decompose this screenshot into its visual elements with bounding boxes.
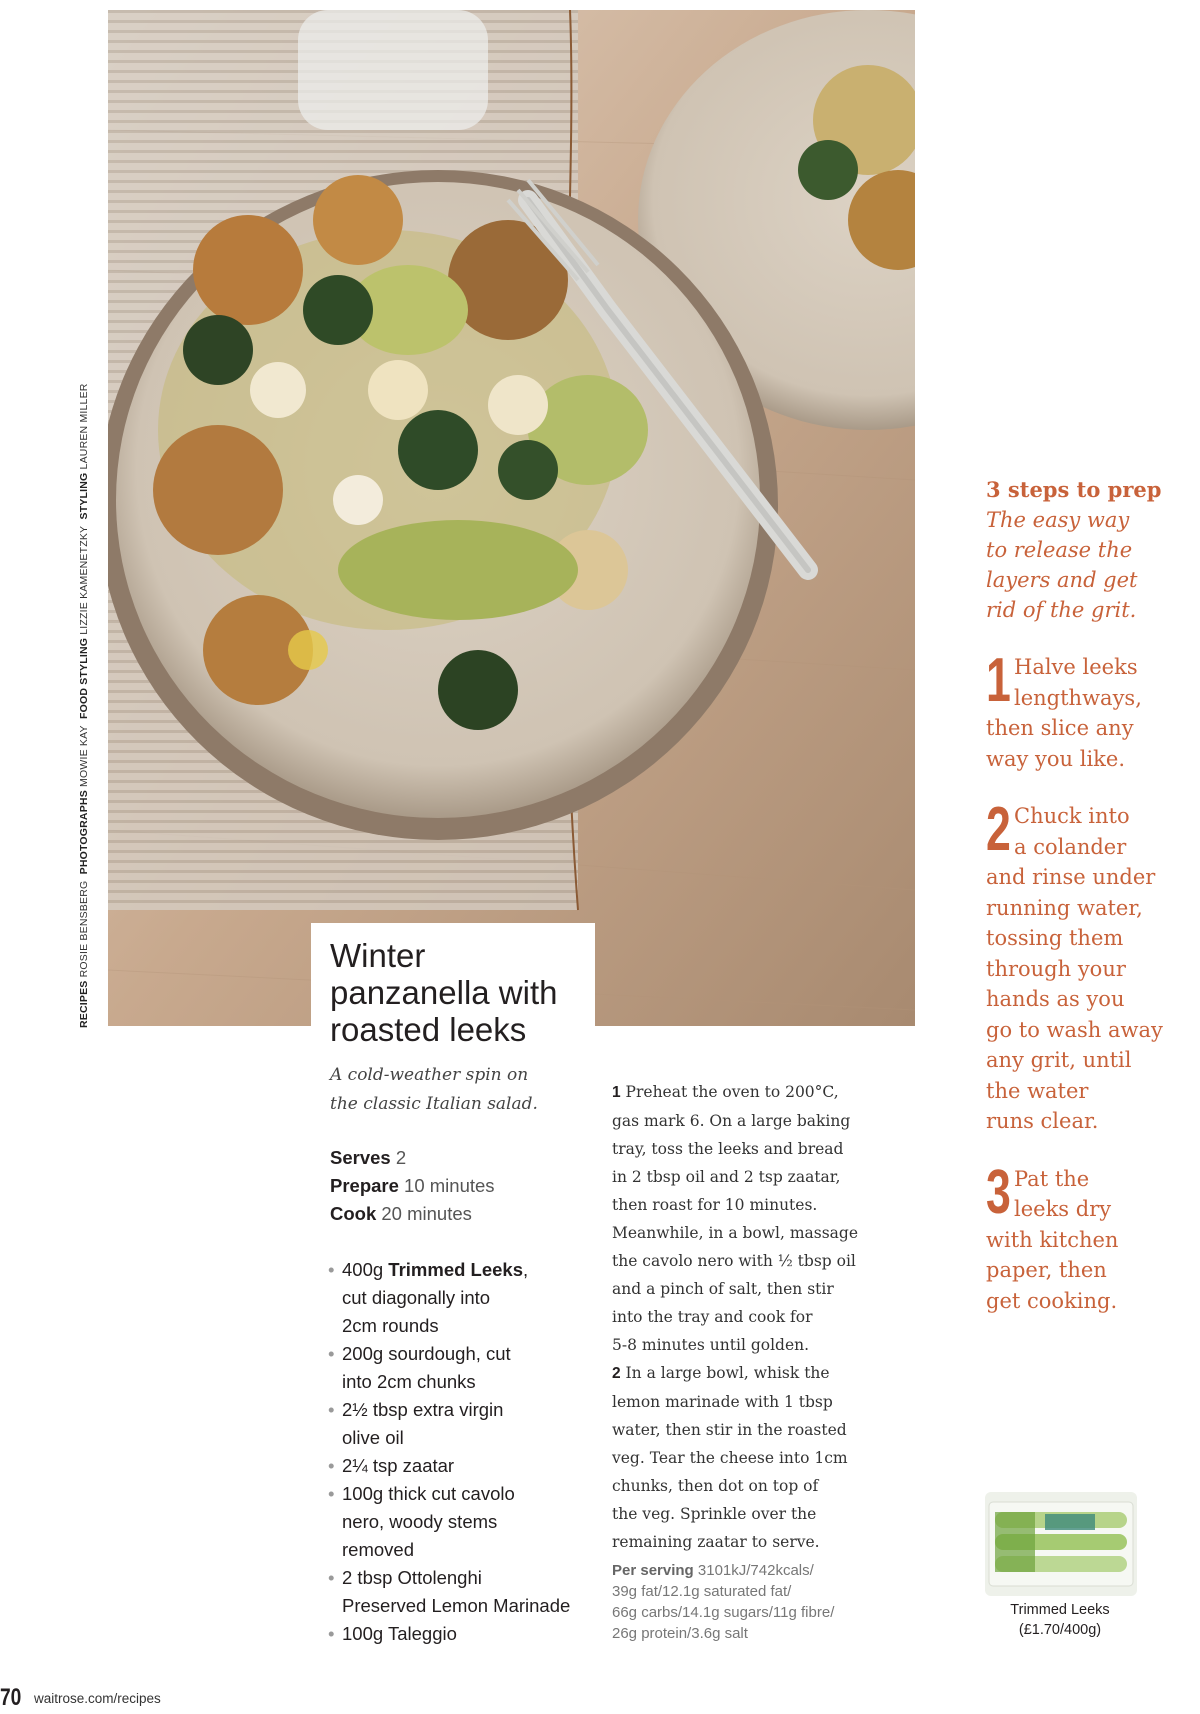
method-line: lemon marinade with 1 tbsp: [612, 1393, 833, 1411]
step-text-line: get cooking.: [986, 1288, 1118, 1313]
prepare-row: Prepare 10 minutes: [330, 1175, 495, 1196]
cook-row: Cook 20 minutes: [330, 1203, 472, 1224]
step-text-line: the water: [986, 1078, 1089, 1103]
method-line: 5-8 minutes until golden.: [612, 1336, 810, 1354]
ingredients-list: [328, 1256, 590, 1648]
method-line: chunks, then dot on top of: [612, 1477, 819, 1495]
method-line: water, then stir in the roasted: [612, 1421, 847, 1439]
page-number: 70: [0, 1684, 22, 1711]
method-line: the veg. Sprinkle over the: [612, 1505, 817, 1523]
method-line: and a pinch of salt, then stir: [612, 1280, 834, 1298]
ingredient-item: • 2½ tbsp extra virgin olive oil: [328, 1399, 504, 1448]
step-text-line: running water,: [986, 895, 1143, 920]
ingredient-item: • 200g sourdough, cut into 2cm chunks: [328, 1343, 511, 1392]
step-number: 2: [986, 795, 1011, 864]
step-text-line: runs clear.: [986, 1109, 1099, 1133]
product-price: (£1.70/400g): [1018, 1622, 1102, 1638]
method-line: into the tray and cook for: [612, 1308, 813, 1326]
method-line: 2 In a large bowl, whisk the: [612, 1364, 830, 1382]
step-text-line: and rinse under: [986, 865, 1156, 889]
step-text-line: through your: [986, 956, 1126, 981]
step-text-line: tossing them: [986, 926, 1124, 950]
step-text-line: paper, then: [986, 1258, 1107, 1282]
method-line: in 2 tbsp oil and 2 tsp zaatar,: [612, 1168, 841, 1186]
tips-intro: The easy way to release the layers and get rid of the grit.: [986, 508, 1138, 622]
method-line: tray, toss the leeks and bread: [612, 1140, 844, 1158]
ingredient-item: • 100g Taleggio: [328, 1623, 457, 1644]
method-line: 1 Preheat the oven to 200°C,: [612, 1083, 839, 1101]
step-text-line: leeks dry: [1014, 1197, 1112, 1221]
method-line: veg. Tear the cheese into 1cm: [612, 1449, 848, 1467]
step-text-line: Chuck into: [1014, 804, 1130, 828]
step-text-line: a colander: [1014, 834, 1127, 859]
prep-step-3: [986, 1157, 1198, 1317]
step-number: 1: [986, 646, 1011, 715]
tips-heading: 3 steps to prep: [986, 477, 1162, 502]
prep-step-2: [986, 795, 1198, 1137]
prep-tips: [986, 475, 1198, 1316]
step-text-line: go to wash away: [986, 1017, 1163, 1042]
step-text-line: hands as you: [986, 987, 1125, 1011]
method-line: gas mark 6. On a large baking: [612, 1112, 851, 1130]
step-text-line: then slice any: [986, 716, 1134, 740]
product-image: [985, 1492, 1137, 1596]
recipe-meta: [330, 1144, 580, 1228]
nutrition-info: Per serving 3101kJ/742kcals/ 39g fat/12.1g saturated fat/ 66g carbs/14.1g sugars/11g fibre/ 26g protein/3.6g salt: [612, 1562, 835, 1642]
photo-credits: RECIPES ROSIE BENSBERG PHOTOGRAPHS MOWIE KAY FOOD STYLING LIZZIE KAMENETZKY STYLING LAUREN MILLER: [78, 383, 90, 1028]
ingredient-item: • 2 tbsp Ottolenghi Preserved Lemon Marinade: [328, 1567, 571, 1616]
ingredient-item: • 400g Trimmed Leeks, cut diagonally into 2cm rounds: [328, 1259, 529, 1336]
recipe-photo: [108, 10, 915, 1026]
method-line: Meanwhile, in a bowl, massage: [612, 1224, 859, 1242]
method-line: the cavolo nero with ½ tbsp oil: [612, 1252, 856, 1270]
prep-step-1: [986, 646, 1198, 774]
recipe-title: Winter panzanella with roasted leeks: [330, 937, 558, 1048]
step-text-line: any grit, until: [986, 1048, 1132, 1072]
step-text-line: Pat the: [1014, 1166, 1090, 1191]
method-line: remaining zaatar to serve.: [612, 1533, 820, 1551]
recipe-subtitle: A cold-weather spin on the classic Italian salad.: [330, 1065, 538, 1114]
step-number: 3: [986, 1157, 1011, 1227]
method-line: then roast for 10 minutes.: [612, 1196, 818, 1214]
step-text-line: way you like.: [986, 746, 1126, 771]
method-text: [612, 1078, 902, 1556]
step-text-line: with kitchen: [986, 1227, 1119, 1252]
ingredient-item: • 100g thick cut cavolo nero, woody stems removed: [328, 1483, 515, 1560]
ingredient-item: • 2¼ tsp zaatar: [328, 1455, 455, 1476]
step-text-line: lengthways,: [1014, 685, 1142, 710]
product-name: Trimmed Leeks: [1010, 1602, 1110, 1618]
serves-row: Serves 2: [330, 1147, 407, 1168]
step-text-line: Halve leeks: [1014, 655, 1138, 679]
footer-url[interactable]: waitrose.com/recipes: [34, 1691, 161, 1706]
